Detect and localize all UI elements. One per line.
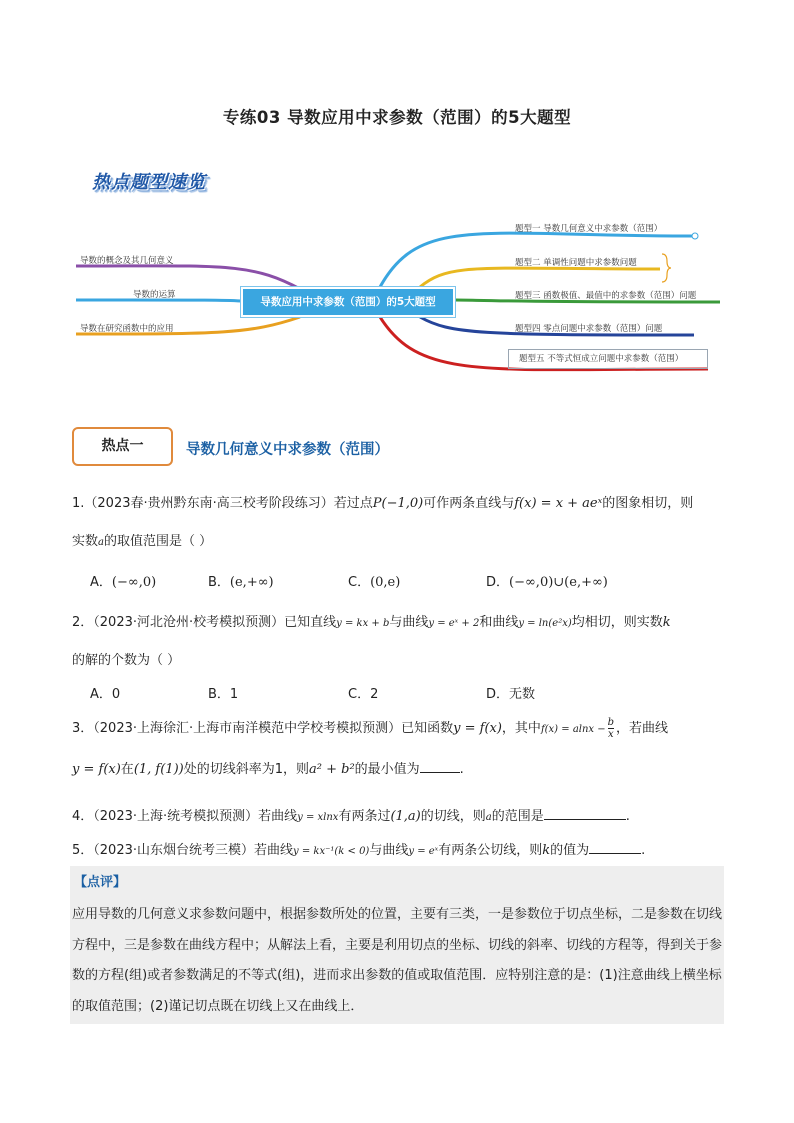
q1-option-a: A．(−∞,0) bbox=[90, 575, 157, 590]
q1-option-c: C．(0,e) bbox=[348, 575, 401, 590]
q4-answer-blank[interactable] bbox=[544, 805, 626, 820]
branch-right-2 bbox=[420, 268, 660, 287]
review-heading: 【点评】 bbox=[74, 875, 127, 890]
question-5: 5．（2023·山东烟台统考三模）若曲线y = kx⁻¹(k < 0)与曲线y = eˣ有两条公切线，则k的值为 . bbox=[72, 836, 727, 867]
q2-option-b: B．1 bbox=[208, 687, 239, 702]
mindmap-right-item-5: 题型五 不等式恒成立问题中求参数（范围） bbox=[508, 349, 708, 369]
page-title: 专练03 导数应用中求参数（范围）的5大题型 bbox=[222, 108, 572, 127]
q2-option-d: D．无数 bbox=[486, 687, 536, 702]
hot-topics-banner: 热点题型速览 bbox=[92, 172, 206, 193]
section-heading: 导数几何意义中求参数（范围） bbox=[186, 442, 389, 458]
branch-left-2 bbox=[76, 300, 241, 301]
question-3-line-2: y = f(x)在(1, f(1))处的切线斜率为1，则a² + b²的最小值为 . bbox=[72, 755, 727, 785]
q5-answer-blank[interactable] bbox=[589, 839, 641, 854]
mindmap-left-item-1: 导数的概念及其几何意义 bbox=[80, 256, 174, 266]
q2-option-a: A．0 bbox=[90, 687, 121, 702]
mindmap-right-item-4: 题型四 零点问题中求参数（范围）问题 bbox=[515, 324, 663, 334]
review-body: 应用导数的几何意义求参数问题中，根据参数所处的位置，主要有三类，一是参数位于切点坐标，二是参数在切线方程中，三是参数在曲线方程中；从解法上看，主要是利用切点的坐标、切线的斜率、切线的方程等，得到关于参数的方程(组)或者参数满足的不等式(组)，进而求出参数的值或取值范围．应特别注意的是：(1)注意曲线上横坐标的取值范围；(2)谨记切点既在切线上又在曲线上． bbox=[72, 907, 723, 1014]
q1-option-d: D．(−∞,0)∪(e,+∞) bbox=[486, 575, 608, 590]
mindmap-right-item-1: 题型一 导数几何意义中求参数（范围） bbox=[515, 224, 663, 234]
mindmap-left-item-2: 导数的运算 bbox=[133, 290, 176, 300]
q1-point: P(−1,0) bbox=[372, 496, 424, 511]
mindmap-right-item-2: 题型二 单调性问题中求参数问题 bbox=[515, 258, 637, 268]
question-1: 1.（2023春·贵州黔东南·高三校考阶段练习）若过点P(−1,0)可作两条直线与f(x) = x + aeˣ的图象相切，则 bbox=[72, 496, 694, 511]
mindmap-center-node: 导数应用中求参数（范围）的5大题型 bbox=[241, 287, 455, 317]
question-3: 3．（2023·上海徐汇·上海市南洋模范中学校考模拟预测）已知函数y = f(x)，其中f(x) = alnx − $\frac{b}{x}$ ，若曲线 bbox=[72, 717, 669, 740]
q1-option-b: B．(e,+∞) bbox=[208, 575, 274, 590]
question-2: 2．（2023·河北沧州·校考模拟预测）已知直线y = kx + b与曲线y = eˣ + 2和曲线y = ln(e²x)均相切，则实数k bbox=[72, 615, 671, 630]
q3-answer-blank[interactable] bbox=[420, 758, 460, 773]
question-4: 4．（2023·上海·统考模拟预测）若曲线y = xlnx有两条过(1,a)的切线，则a的范围是 . bbox=[72, 802, 727, 833]
section-badge: 热点一 bbox=[72, 427, 173, 466]
mindmap-left-item-3: 导数在研究函数中的应用 bbox=[80, 324, 174, 334]
branch-left-1 bbox=[76, 266, 300, 289]
question-2-line-2: 的解的个数为（ ） bbox=[72, 653, 181, 668]
mindmap-diagram bbox=[0, 0, 794, 400]
mindmap-right-item-3: 题型三 函数极值、最值中的求参数（范围）问题 bbox=[515, 291, 697, 301]
q2-option-c: C．2 bbox=[348, 687, 379, 702]
question-1-line-2: 实数a的取值范围是（ ） bbox=[72, 534, 213, 549]
bracket-icon bbox=[662, 254, 671, 282]
q3-fraction: $\frac{b}{x}$ bbox=[607, 717, 615, 740]
collapse-marker-icon bbox=[692, 233, 698, 239]
q1-function: f(x) = x + aeˣ bbox=[514, 496, 603, 511]
